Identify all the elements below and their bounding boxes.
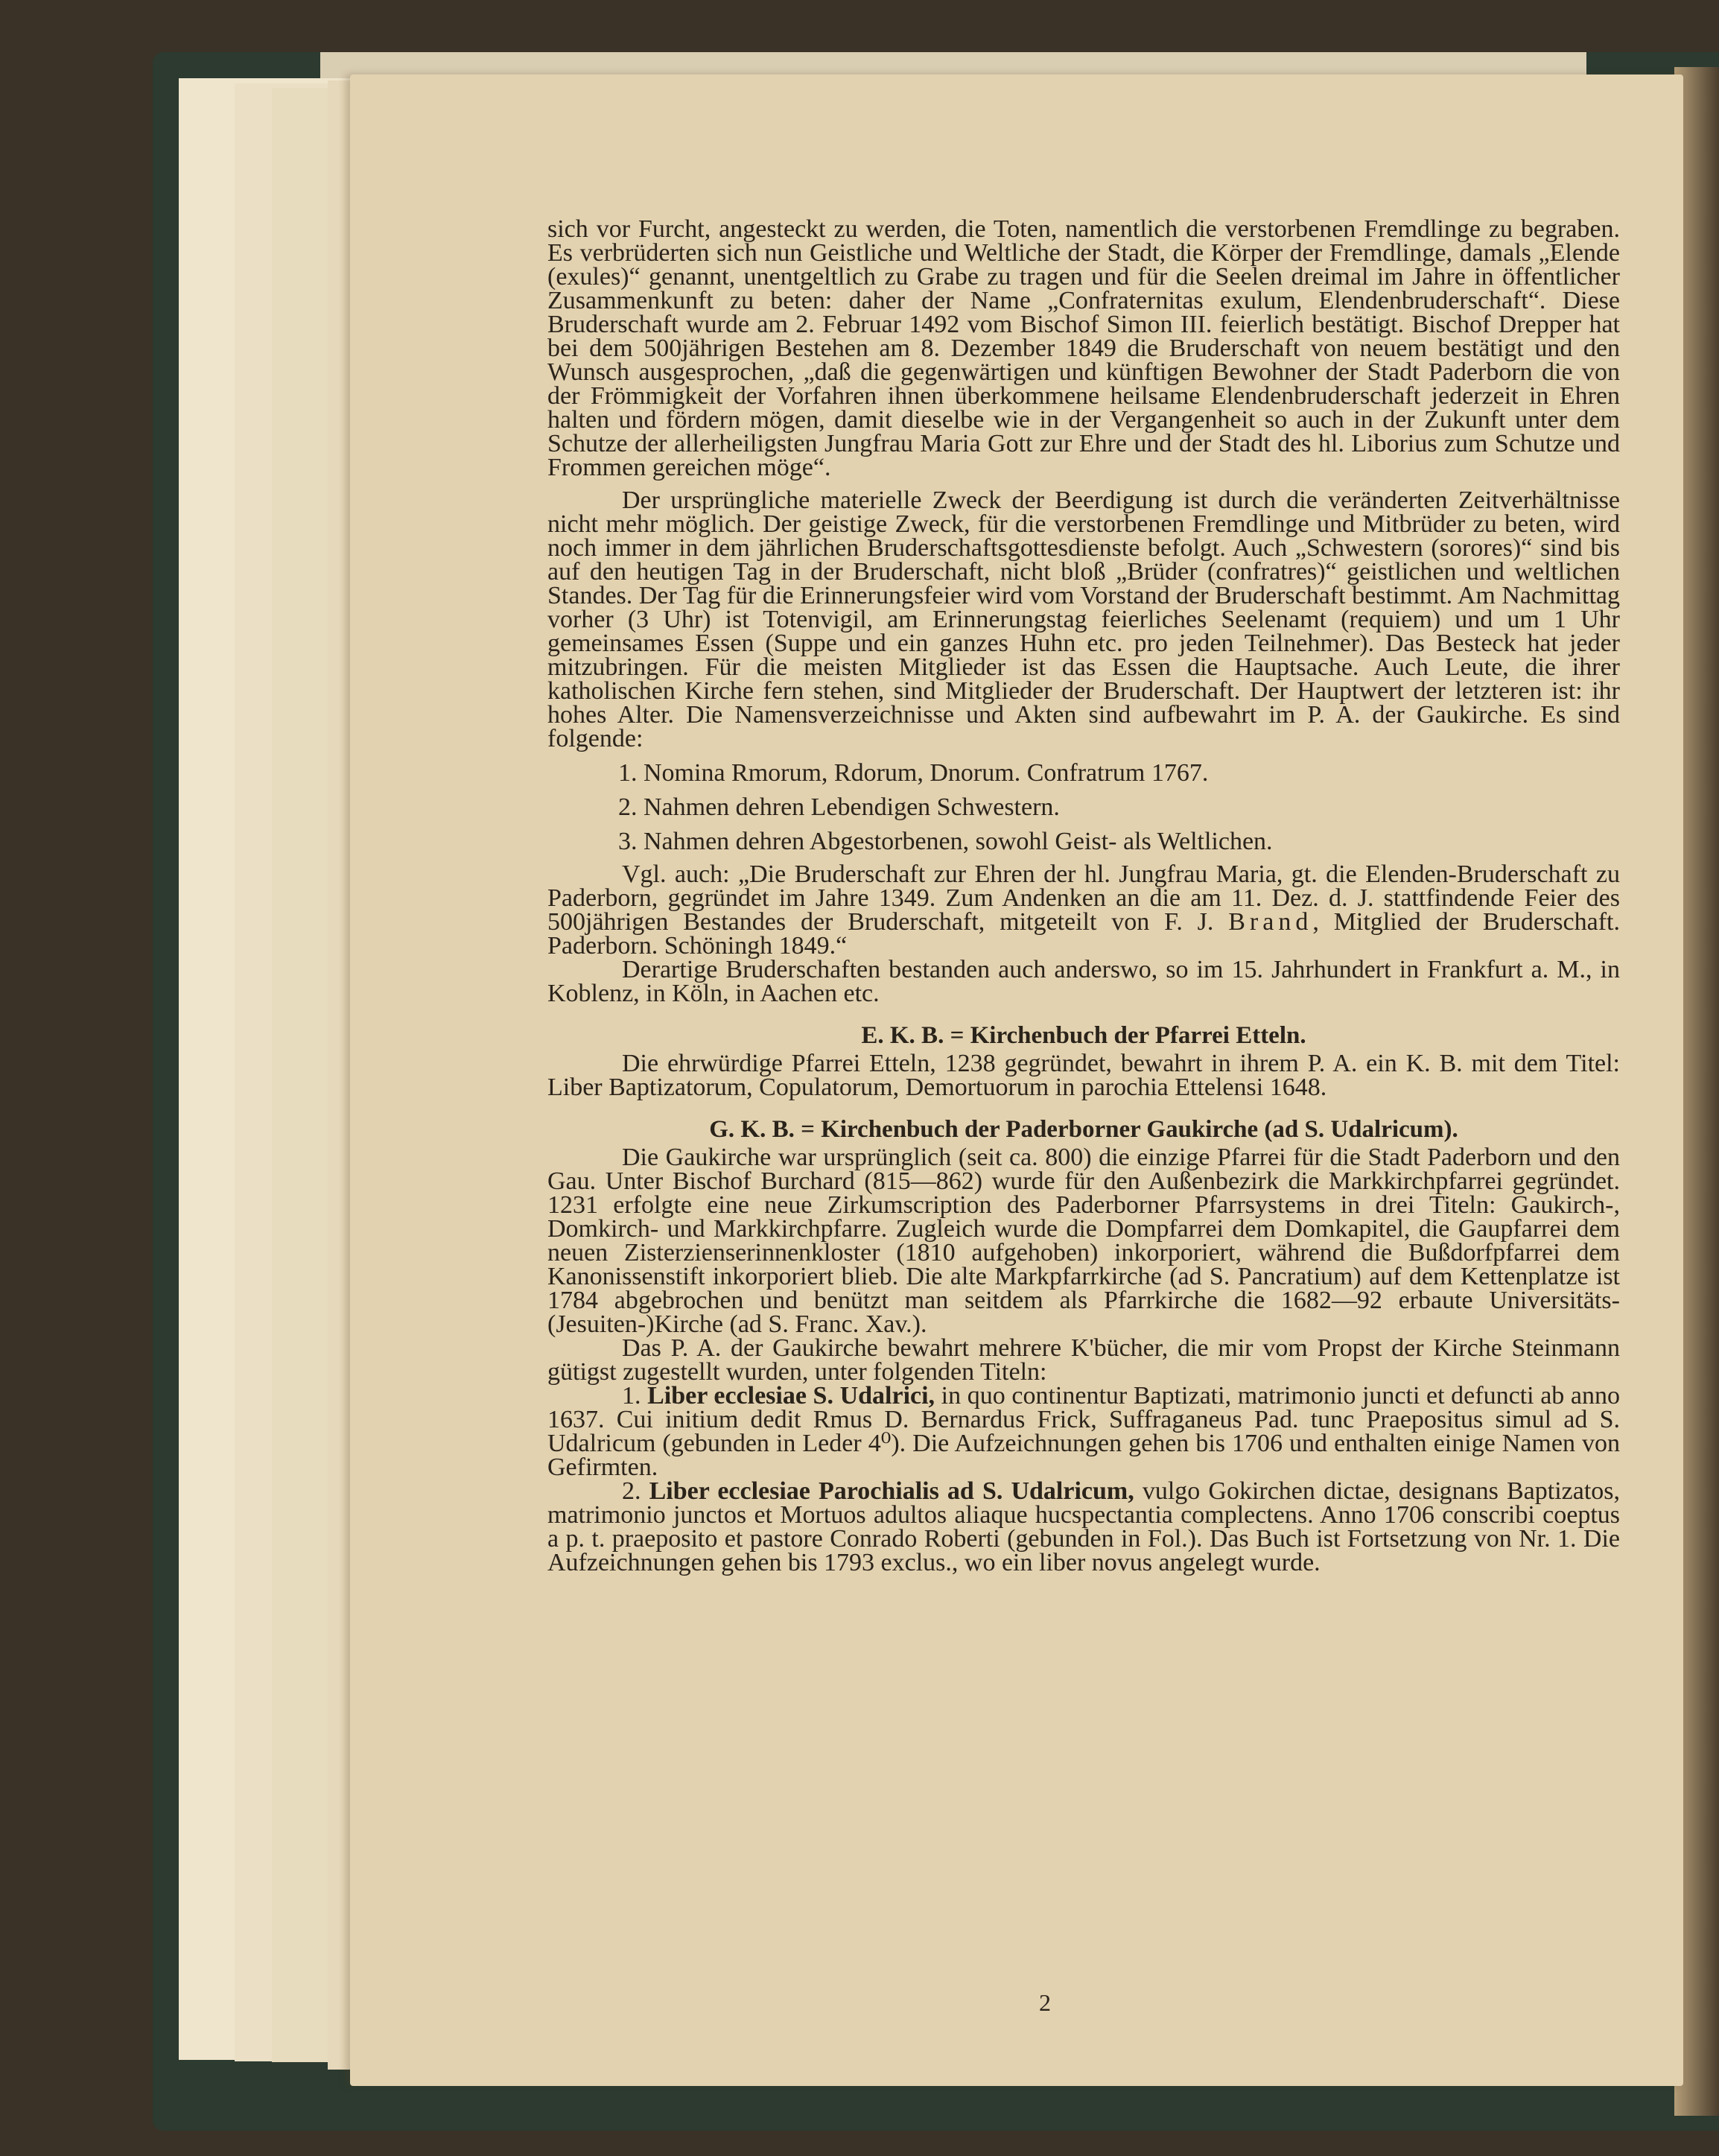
reference-paragraph <box>547 860 1620 960</box>
reference-text: Vgl. auch: „Die Bruderschaft zur Ehren der hl. Jungfrau Maria, gt. die Elenden-Bruderschaft zu Paderborn, gegründet im Jahre 1349. Zum Andenken an die am 11. Dez. d. J. stattfindende Feier des 500jährigen Bestandes der Bruderschaft, mitgeteilt von F. J. <box>547 860 1620 936</box>
entry-text: in quo continentur Baptizati, matrimonio juncti et defuncti ab anno 1637. Cui initium dedit Rmus D. Bernardus Frick, Suffraganeus Pad. tunc Praepositus simul ad S. Udalricum (gebunden in Leder 4⁰). Die Aufzeichnungen gehen bis 1706 und enthalten einige Namen von Gefirmten. <box>547 1382 1620 1481</box>
paragraph: Der ursprüngliche materielle Zweck der Beerdigung ist durch die veränderten Zeitverhältnisse nicht mehr möglich. Der geistige Zweck, für die verstorbenen Fremdlinge und Mitbrüder zu beten, wird noch immer in dem jährlichen Bruderschaftsgottesdienste befolgt. Auch „Schwestern (sorores)“ sind bis auf den heutigen Tag in der Bruderschaft, nicht bloß „Brüder (confratres)“ geistlichen und weltlichen Standes. Der Tag für die Erinnerungsfeier wird vom Vorstand der Bruderschaft bestimmt. Am Nachmittag vorher (3 Uhr) ist Totenvigil, am Erinnerungstag feierliches Seelenamt (requiem) und um 1 Uhr gemeinsames Essen (Suppe und ein ganzes Huhn etc. pro jeden Teilnehmer). Das Besteck hat jeder mitzubringen. Für die meisten Mitglieder ist das Essen die Hauptsache. Auch Leute, die ihrer katholischen Kirche fern stehen, sind Mitglieder der Bruderschaft. Der Hauptwert der letzteren ist: ihr hohes Alter. Die Namensverzeichnisse und Akten sind aufbewahrt im P. A. der Gaukirche. Es sind folgende: <box>547 486 1620 752</box>
page-text <box>547 215 1620 1576</box>
entry-number: 2. <box>622 1477 649 1505</box>
section-title: Kirchenbuch der Pfarrei Etteln. <box>970 1022 1306 1049</box>
list-item: 3. Nahmen dehren Abgestorbenen, sowohl Geist- als Weltlichen. <box>618 828 1273 855</box>
entry-text: vulgo Gokirchen dictae, designans Baptizatos, matrimonio junctos et Mortuos adultos aliaque hucspectantia complectens. Anno 1706 conscribi coeptus a p. t. praeposito et pastore Conrado Roberti (gebunden in Fol.). Das Buch ist Fortsetzung von Nr. 1. Die Aufzeichnungen gehen bis 1793 exclus., wo ein liber novus angelegt wurde. <box>547 1477 1620 1576</box>
section-heading-ekb <box>547 1024 1620 1047</box>
register-entry <box>547 1477 1620 1576</box>
section-eq: = <box>794 1116 822 1143</box>
entry-title: Liber ecclesiae Parochialis ad S. Udalricum, <box>649 1477 1134 1505</box>
paragraph: sich vor Furcht, angesteckt zu werden, die Toten, namentlich die verstorbenen Fremdlinge zu begraben. Es verbrüderten sich nun Geistliche und Weltliche der Stadt, die Körper der Fremdlinge, damals „Elende (exules)“ genannt, unentgeltlich zu Grabe zu tragen und für die Seelen dreimal im Jahre in öffentlicher Zusammenkunft zu beten: daher der Name „Confraternitas exulum, Elendenbruderschaft“. Diese Bruderschaft wurde am 2. Februar 1492 vom Bischof Simon III. feierlich bestätigt. Bischof Drepper hat bei dem 500jährigen Bestehen am 8. Dezember 1849 die Bruderschaft von neuem bestätigt und den Wunsch ausgesprochen, „daß die gegenwärtigen und künftigen Bewohner der Stadt Paderborn die von der Frömmigkeit der Vorfahren ihnen überkommene heilsame Elendenbruderschaft jederzeit in Ehren halten und fördern mögen, damit dieselbe wie in der Vergangenheit so auch in der Zukunft unter dem Schutze der allerheiligsten Jungfrau Maria Gott zur Ehre und der Stadt des hl. Liborius zum Schutze und Frommen gereichen möge“. <box>547 215 1620 481</box>
section-eq: = <box>944 1022 970 1049</box>
list-item: 2. Nahmen dehren Lebendigen Schwestern. <box>618 793 1060 821</box>
section-abbr: E. K. B. <box>861 1022 944 1049</box>
paragraph: Die ehrwürdige Pfarrei Etteln, 1238 gegründet, bewahrt in ihrem P. A. ein K. B. mit dem Titel: Liber Baptizatorum, Copulatorum, Demortuorum in parochia Ettelensi 1648. <box>547 1050 1620 1101</box>
entry-title: Liber ecclesiae S. Udalrici, <box>647 1382 935 1410</box>
section-abbr: G. K. B. <box>709 1116 795 1143</box>
reference-text: , Mitglied der Bruderschaft. Paderborn. Schöningh 1849.“ <box>547 908 1620 960</box>
entry-number: 1. <box>622 1382 648 1410</box>
page-number: 2 <box>1039 1989 1051 2016</box>
paragraph: Die Gaukirche war ursprünglich (seit ca. 800) die einzige Pfarrei für die Stadt Paderborn und den Gau. Unter Bischof Burchard (815—862) wurde für den Außenbezirk die Markkirchpfarrei gegründet. 1231 erfolgte eine neue Zirkumscription des Paderborner Pfarrsystems in drei Titeln: Gaukirch-, Domkirch- und Markkirchpfarre. Zugleich wurde die Dompfarrei dem Domkapitel, die Gaupfarrei dem neuen Zisterzienserinnenkloster (1810 aufgehoben) inkorporiert, während die Bußdorfpfarrei dem Kanonissenstift inkorporiert blieb. Die alte Markpfarrkirche (ad S. Pancratium) auf dem Kettenplatze ist 1784 abgebrochen und benützt man seitdem als Pfarrkirche die 1682—92 erbaute Universitäts-(Jesuiten-)Kirche (ad S. Franc. Xav.). <box>547 1144 1620 1338</box>
section-title: Kirchenbuch der Paderborner Gaukirche (ad S. Udalricum). <box>821 1116 1458 1143</box>
paragraph: Das P. A. der Gaukirche bewahrt mehrere K'bücher, die mir vom Propst der Kirche Steinmann gütigst zugestellt wurden, unter folgenden Titeln: <box>547 1334 1620 1386</box>
paragraph: Derartige Bruderschaften bestanden auch anderswo, so im 15. Jahrhundert in Frankfurt a. M., in Koblenz, in Köln, in Aachen etc. <box>547 956 1620 1007</box>
list-item: 1. Nomina Rmorum, Rdorum, Dnorum. Confratrum 1767. <box>618 759 1209 787</box>
author-name: Brand <box>1228 908 1313 936</box>
register-entry <box>547 1384 1620 1480</box>
section-heading-gkb <box>547 1117 1620 1141</box>
